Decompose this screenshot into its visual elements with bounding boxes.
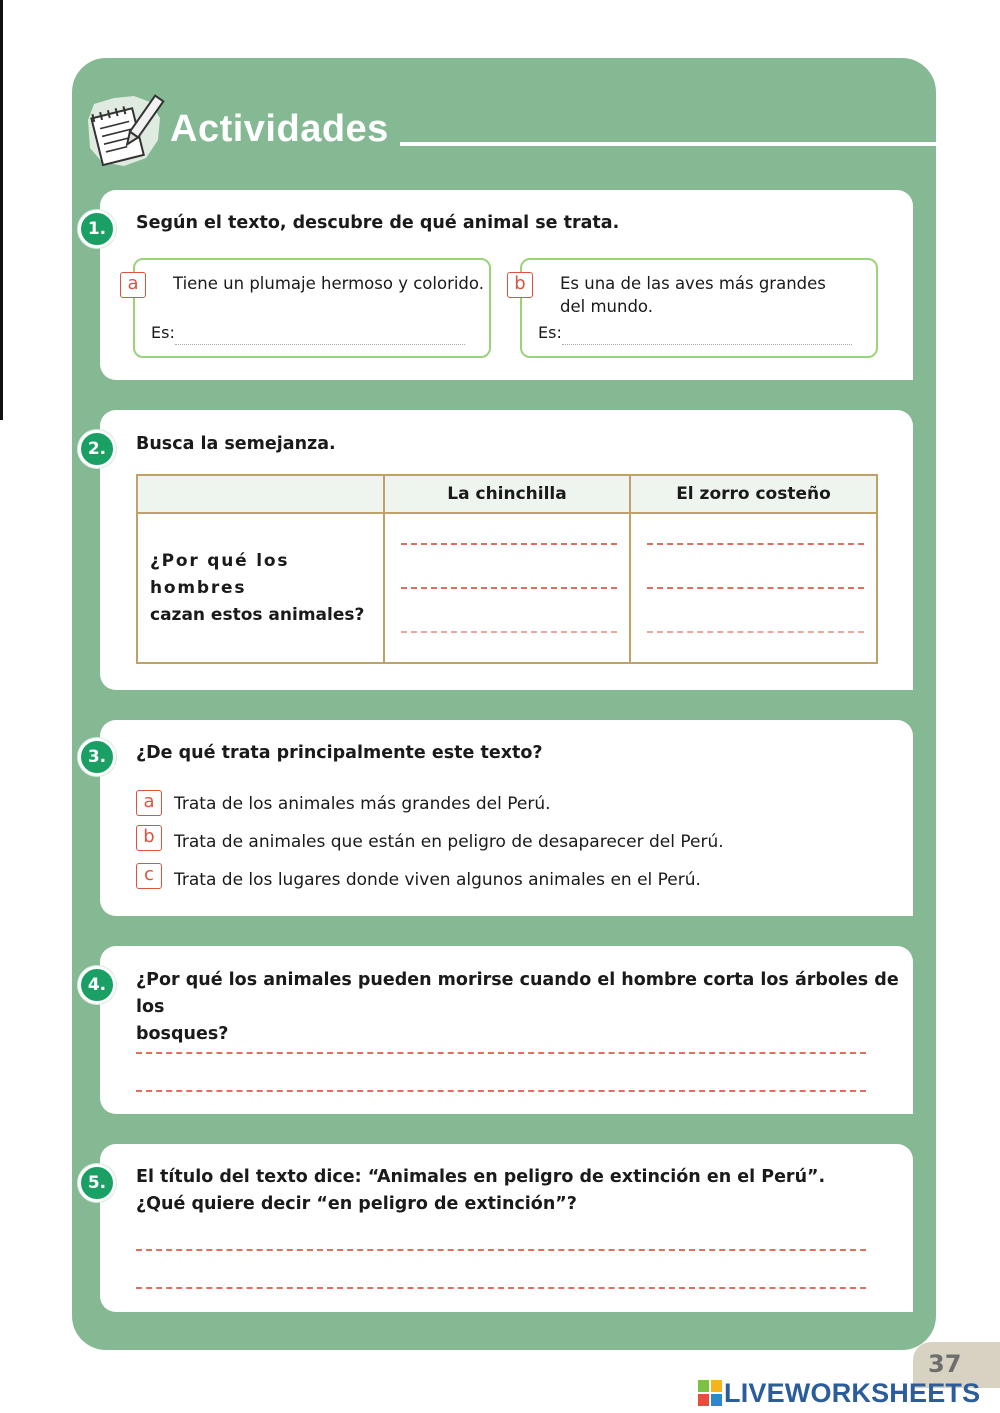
answer-line[interactable] <box>647 587 864 589</box>
answer-line[interactable] <box>401 587 617 589</box>
option-letter[interactable]: b <box>136 825 162 851</box>
answer-label: Es: <box>151 323 175 342</box>
question-text: Busca la semejanza. <box>136 434 336 454</box>
table-header-row <box>137 475 877 513</box>
page-number: 37 <box>928 1350 962 1378</box>
table-header-cell: La chinchilla <box>384 475 630 513</box>
option-text: Trata de los lugares donde viven algunos animales en el Perú. <box>174 870 701 890</box>
question-line: ¿Por qué los animales pueden morirse cuando el hombre corta los árboles de los <box>136 970 899 1017</box>
answer-label: Es: <box>538 323 562 342</box>
option-text: Trata de animales que están en peligro de desaparecer del Perú. <box>174 832 724 852</box>
answer-input-line[interactable] <box>175 344 465 345</box>
activities-header <box>84 92 936 172</box>
option-text-line: Es una de las aves más grandes <box>560 274 826 293</box>
option-letter[interactable]: c <box>136 863 162 889</box>
row-question-line: ¿Por qué los hombres <box>150 550 290 598</box>
answer-line[interactable] <box>647 631 864 633</box>
row-question-line: cazan estos animales? <box>150 604 365 625</box>
activity-card-5 <box>87 1144 913 1312</box>
activity-card-1 <box>87 190 913 380</box>
activity-number-badge: 2. <box>78 430 116 468</box>
answer-line[interactable] <box>136 1287 866 1289</box>
question-text <box>136 1164 825 1218</box>
activity-card-4 <box>87 946 913 1114</box>
option-letter: a <box>120 272 146 298</box>
option-text <box>560 272 826 318</box>
option-text: Trata de los animales más grandes del Perú. <box>174 794 551 814</box>
option-box-a <box>127 258 491 358</box>
table-row <box>137 513 877 663</box>
answer-line[interactable] <box>136 1249 866 1251</box>
brand-wordmark: LIVEWORKSHEETS <box>724 1378 981 1408</box>
page-title: Actividades <box>170 108 389 150</box>
notebook-pencil-icon <box>84 92 166 168</box>
activity-number-badge: 3. <box>78 738 116 776</box>
answer-line[interactable] <box>401 543 617 545</box>
activity-card-2 <box>87 410 913 690</box>
option-text-line: Tiene un plumaje hermoso y colorido. <box>173 274 484 293</box>
answer-line[interactable] <box>136 1052 866 1054</box>
activity-number-badge: 5. <box>78 1164 116 1202</box>
answer-line[interactable] <box>647 543 864 545</box>
comparison-table <box>136 474 878 664</box>
answer-line[interactable] <box>136 1090 866 1092</box>
option-letter: b <box>507 272 533 298</box>
question-line: El título del texto dice: “Animales en peligro de extinción en el Perú”. <box>136 1167 826 1187</box>
question-text <box>136 967 913 1048</box>
option-box-b <box>514 258 878 358</box>
row-question-cell <box>137 513 384 663</box>
question-line: ¿Qué quiere decir “en peligro de extinción”? <box>136 1194 577 1214</box>
question-text: Según el texto, descubre de qué animal se trata. <box>136 213 620 233</box>
activity-number-badge: 1. <box>78 210 116 248</box>
answer-input-line[interactable] <box>562 344 852 345</box>
answer-cell-zorro[interactable] <box>630 513 877 663</box>
page-edge-rule <box>0 0 3 420</box>
activity-number-badge: 4. <box>78 966 116 1004</box>
option-text <box>173 272 484 295</box>
answer-cell-chinchilla[interactable] <box>384 513 630 663</box>
live-grid-icon <box>698 1380 722 1406</box>
option-text-line: del mundo. <box>560 297 653 316</box>
question-text: ¿De qué trata principalmente este texto? <box>136 743 543 763</box>
activity-card-3 <box>87 720 913 916</box>
answer-line[interactable] <box>401 631 617 633</box>
title-underline <box>400 142 936 146</box>
table-header-cell <box>137 475 384 513</box>
option-letter[interactable]: a <box>136 790 162 816</box>
question-line: bosques? <box>136 1024 229 1044</box>
table-header-cell: El zorro costeño <box>630 475 877 513</box>
